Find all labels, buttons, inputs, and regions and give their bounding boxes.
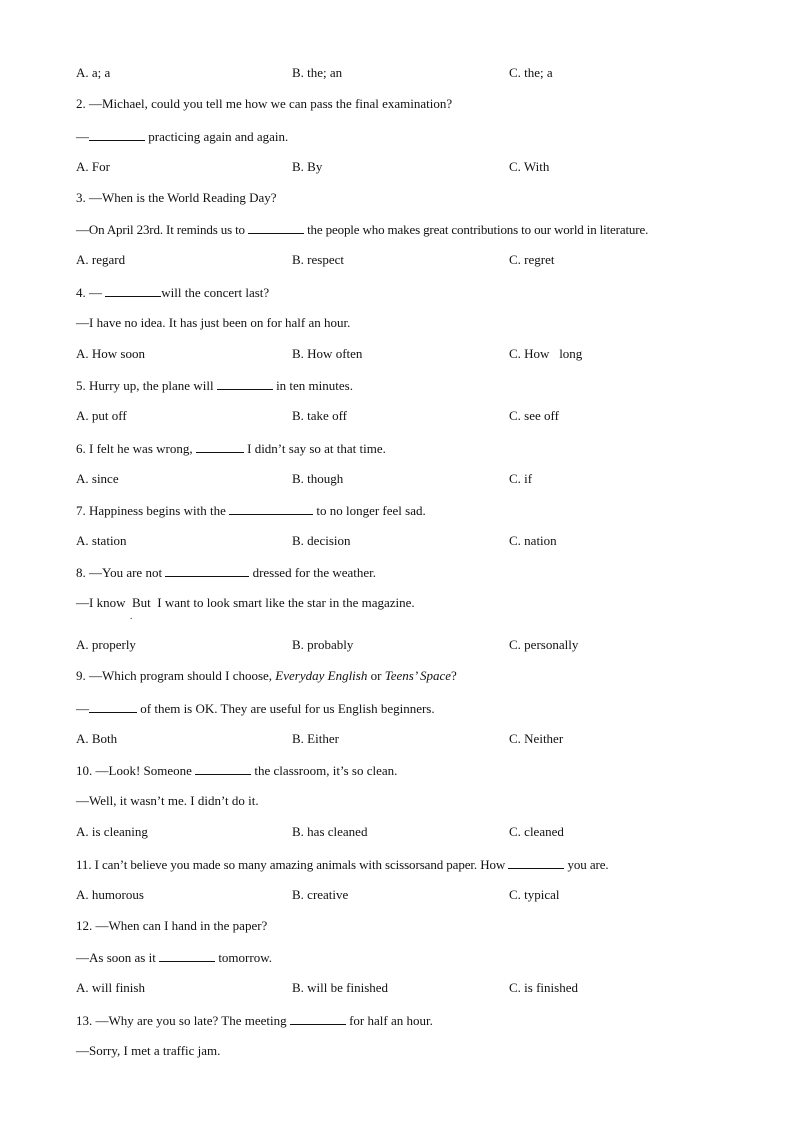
stem-text: I didn’t say so at that time.: [243, 441, 386, 456]
question-stem: [76, 564, 376, 581]
question-stem: [76, 856, 609, 873]
stem-text: 8. —You are not: [76, 565, 166, 580]
reply-text: —As soon as it: [76, 950, 160, 965]
stem-text: 5. Hurry up, the plane will: [76, 378, 217, 393]
option-c: C. regret: [509, 252, 555, 267]
stem-text: dressed for the weather.: [249, 565, 377, 580]
program-title: Everyday English: [275, 668, 368, 683]
stem-text: for half an hour.: [345, 1013, 433, 1028]
question-stem: [76, 762, 397, 779]
question-reply: [76, 128, 288, 145]
stem-text: ?: [451, 668, 457, 683]
question-reply: —I have no idea. It has just been on for half an hour.: [76, 315, 351, 330]
option-b: B. Either: [292, 731, 339, 746]
option-a: A. will finish: [76, 980, 145, 995]
question-stem: 12. —When can I hand in the paper?: [76, 918, 268, 933]
question-stem: [76, 502, 426, 519]
stem-text: 4. —: [76, 285, 106, 300]
reply-text: —: [76, 701, 89, 716]
option-b: B. take off: [292, 408, 347, 423]
question-stem: 2. —Michael, could you tell me how we can pass the final examination?: [76, 96, 453, 111]
option-b: B. How often: [292, 346, 363, 361]
reply-text: —: [76, 129, 89, 144]
stem-text: 9. —Which program should I choose,: [76, 668, 276, 683]
answer-blank: [508, 856, 564, 869]
answer-blank: [217, 377, 273, 390]
question-stem: [76, 377, 353, 394]
option-b: B. creative: [292, 887, 349, 902]
question-reply: —Sorry, I met a traffic jam.: [76, 1043, 221, 1058]
question-reply: [76, 700, 435, 717]
answer-blank: [290, 1012, 346, 1025]
stem-text: 6. I felt he was wrong,: [76, 441, 196, 456]
reply-text: tomorrow.: [215, 950, 272, 965]
option-a: A. properly: [76, 637, 136, 652]
option-a: A. humorous: [76, 887, 144, 902]
stem-text: 13. —Why are you so late? The meeting: [76, 1013, 290, 1028]
reply-text: practicing again and again.: [145, 129, 289, 144]
answer-blank: [89, 128, 145, 141]
option-a: A. station: [76, 533, 127, 548]
option-c: C. nation: [509, 533, 557, 548]
question-stem: [76, 1012, 433, 1029]
answer-blank: [165, 564, 249, 577]
stem-text: 11. I can’t believe you made so many amazing animals with scissorsand paper. How: [76, 857, 509, 872]
option-b: B. respect: [292, 252, 344, 267]
stem-text: or: [367, 668, 385, 683]
question-reply: [76, 221, 648, 238]
question-stem: [76, 284, 269, 301]
stem-text: in ten minutes.: [272, 378, 353, 393]
option-a: A. since: [76, 471, 119, 486]
option-c: C. How long: [509, 346, 583, 361]
reply-text: of them is OK. They are useful for us English beginners.: [137, 701, 435, 716]
option-c: C. the; a: [509, 65, 553, 80]
option-a: A. regard: [76, 252, 126, 267]
option-c: C. cleaned: [509, 824, 564, 839]
program-title: Teens’ Space: [384, 668, 452, 683]
option-a: A. put off: [76, 408, 127, 423]
option-a: A. a; a: [76, 65, 111, 80]
option-b: B. will be finished: [292, 980, 389, 995]
answer-blank: [196, 440, 244, 453]
option-b: B. By: [292, 159, 323, 174]
option-c: C. is finished: [509, 980, 578, 995]
question-stem: [76, 440, 386, 457]
answer-blank: [105, 284, 161, 297]
option-b: B. has cleaned: [292, 824, 368, 839]
option-a: A. Both: [76, 731, 118, 746]
punctuation-mark: .: [130, 611, 133, 621]
answer-blank: [248, 221, 304, 234]
option-b: B. the; an: [292, 65, 343, 80]
answer-blank: [89, 700, 137, 713]
stem-text: 10. —Look! Someone: [76, 763, 196, 778]
option-a: A. How soon: [76, 346, 145, 361]
stem-text: to no longer feel sad.: [313, 503, 426, 518]
option-c: C. Neither: [509, 731, 564, 746]
option-c: C. typical: [509, 887, 560, 902]
stem-text: the classroom, it’s so clean.: [251, 763, 398, 778]
option-c: C. see off: [509, 408, 559, 423]
option-b: B. probably: [292, 637, 354, 652]
stem-text: will the concert last?: [161, 285, 270, 300]
question-stem: 3. —When is the World Reading Day?: [76, 190, 277, 205]
option-b: B. though: [292, 471, 344, 486]
option-a: A. is cleaning: [76, 824, 148, 839]
question-reply: —Well, it wasn’t me. I didn’t do it.: [76, 793, 259, 808]
option-c: C. personally: [509, 637, 579, 652]
question-reply: [76, 949, 272, 966]
option-c: C. With: [509, 159, 550, 174]
reply-text: —On April 23rd. It reminds us to: [76, 222, 248, 237]
option-b: B. decision: [292, 533, 351, 548]
question-reply: —I know But I want to look smart like the star in the magazine.: [76, 595, 415, 610]
question-stem: [76, 668, 457, 684]
stem-text: 7. Happiness begins with the: [76, 503, 230, 518]
answer-blank: [229, 502, 313, 515]
reply-text: the people who makes great contributions to our world in literature.: [304, 222, 649, 237]
option-a: A. For: [76, 159, 110, 174]
answer-blank: [195, 762, 251, 775]
stem-text: you are.: [564, 857, 609, 872]
option-c: C. if: [509, 471, 533, 486]
answer-blank: [159, 949, 215, 962]
